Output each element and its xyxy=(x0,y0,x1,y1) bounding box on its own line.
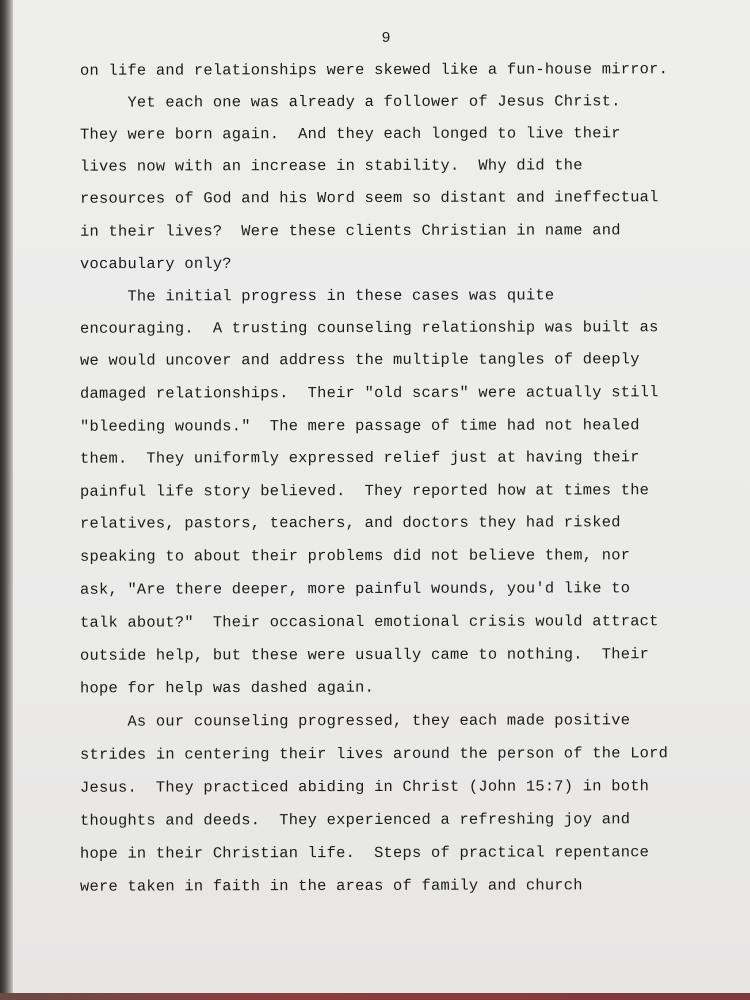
text-line: resources of God and his Word seem so distant and ineffectual xyxy=(79,188,659,208)
text-line: we would uncover and address the multiple tangles of deeply xyxy=(79,350,640,370)
binder-spine xyxy=(0,0,13,1000)
text-line: As our counseling progressed, they each made positive xyxy=(79,711,631,731)
text-line: talk about?" Their occasional emotional crisis would attract xyxy=(79,612,659,632)
text-line: in their lives? Were these clients Christian in name and xyxy=(79,221,621,241)
text-line: outside help, but these were usually came to nothing. Their xyxy=(79,645,650,665)
text-line: thoughts and deeds. They experienced a refreshing joy and xyxy=(79,810,631,830)
text-line: They were born again. And they each longed to live their xyxy=(79,124,621,144)
text-line: painful life story believed. They reported how at times the xyxy=(79,481,650,501)
text-line: hope in their Christian life. Steps of practical repentance xyxy=(79,843,650,863)
text-line: "bleeding wounds." The mere passage of time had not healed xyxy=(79,416,640,436)
text-line: on life and relationships were skewed like a fun-house mirror. xyxy=(79,60,669,80)
text-line: Yet each one was already a follower of Jesus Christ. xyxy=(79,92,621,112)
text-line: strides in centering their lives around the person of the Lord xyxy=(79,744,669,764)
text-line: damaged relationships. Their "old scars" were actually still xyxy=(79,383,659,403)
text-line: ask, "Are there deeper, more painful wounds, you'd like to xyxy=(79,579,631,599)
text-line: encouraging. A trusting counseling relationship was built as xyxy=(79,318,659,338)
text-line: vocabulary only? xyxy=(79,254,232,274)
text-line: were taken in faith in the areas of family and church xyxy=(79,876,583,896)
text-line: hope for help was dashed again. xyxy=(79,678,375,698)
text-line: Jesus. They practiced abiding in Christ (John 15:7) in both xyxy=(79,777,650,797)
text-line: speaking to about their problems did not believe them, nor xyxy=(79,546,631,566)
text-line: them. They uniformly expressed relief just at having their xyxy=(79,448,640,468)
text-line: relatives, pastors, teachers, and doctors they had risked xyxy=(79,513,621,533)
text-line: The initial progress in these cases was quite xyxy=(79,286,555,306)
page-number: 9 xyxy=(381,30,391,47)
binder-edge xyxy=(0,993,750,1000)
text-line: lives now with an increase in stability. Why did the xyxy=(79,156,583,176)
